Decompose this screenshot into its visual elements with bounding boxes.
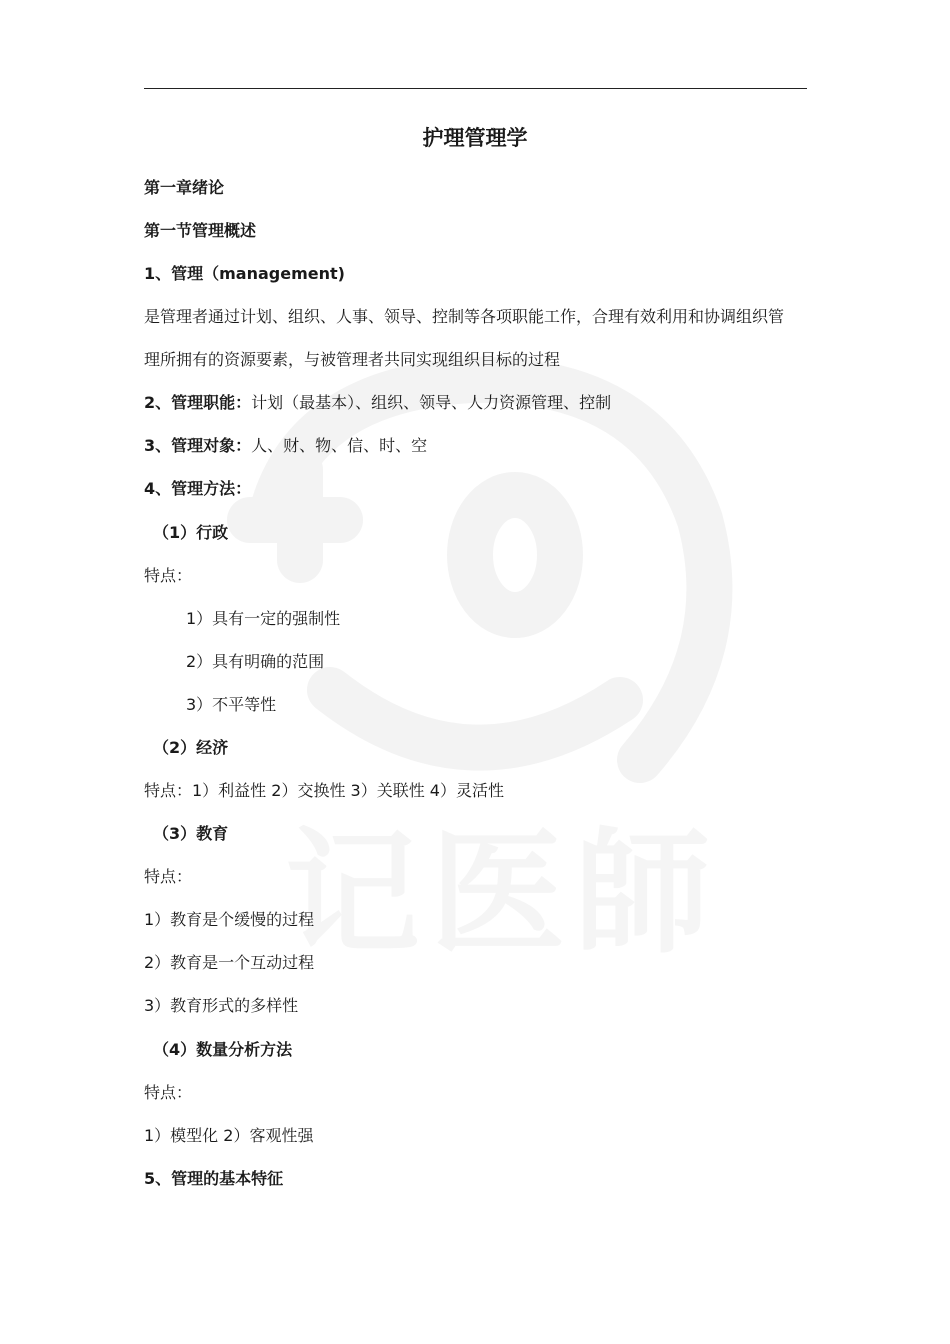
item3-label: 3、管理对象：	[144, 436, 252, 455]
quantitative-feature-label: 特点：	[144, 1083, 193, 1102]
admin-feature-2: 2）具有明确的范围	[186, 652, 325, 671]
education-heading: （3）教育	[153, 824, 229, 843]
quantitative-heading: （4）数量分析方法	[153, 1040, 293, 1059]
item2-label: 2、管理职能：	[144, 393, 252, 412]
education-feature-label: 特点：	[144, 867, 193, 886]
item1-body-line1: 是管理者通过计划、组织、人事、领导、控制等各项职能工作，合理有效利用和协调组织管	[144, 307, 785, 326]
item2-line	[144, 392, 611, 414]
item2-value: 计划（最基本）、组织、领导、人力资源管理、控制	[251, 393, 612, 412]
admin-feature-3: 3）不平等性	[186, 695, 277, 714]
item4-heading: 4、管理方法：	[144, 479, 252, 498]
item1-body-line2: 理所拥有的资源要素，与被管理者共同实现组织目标的过程	[144, 350, 561, 369]
education-feature-3: 3）教育形式的多样性	[144, 996, 299, 1015]
education-feature-1: 1）教育是个缓慢的过程	[144, 910, 315, 929]
admin-feature-label: 特点：	[144, 566, 193, 585]
education-feature-2: 2）教育是一个互动过程	[144, 953, 315, 972]
item5-heading: 5、管理的基本特征	[144, 1169, 284, 1188]
economic-features: 特点：1）利益性 2）交换性 3）关联性 4）灵活性	[144, 781, 504, 800]
page-title: 护理管理学	[422, 126, 528, 150]
section-heading: 第一节管理概述	[144, 221, 257, 240]
chapter-heading: 第一章绪论	[144, 178, 225, 197]
item3-line	[144, 435, 427, 457]
item1-heading: 1、管理（management)	[144, 264, 345, 283]
economic-heading: （2）经济	[153, 738, 229, 757]
admin-feature-1: 1）具有一定的强制性	[186, 609, 341, 628]
item3-value: 人、财、物、信、时、空	[251, 436, 428, 455]
header-rule	[144, 88, 807, 89]
quantitative-features: 1）模型化 2）客观性强	[144, 1126, 314, 1145]
watermark-text: 记医師	[285, 815, 720, 972]
admin-heading: （1）行政	[153, 523, 229, 542]
